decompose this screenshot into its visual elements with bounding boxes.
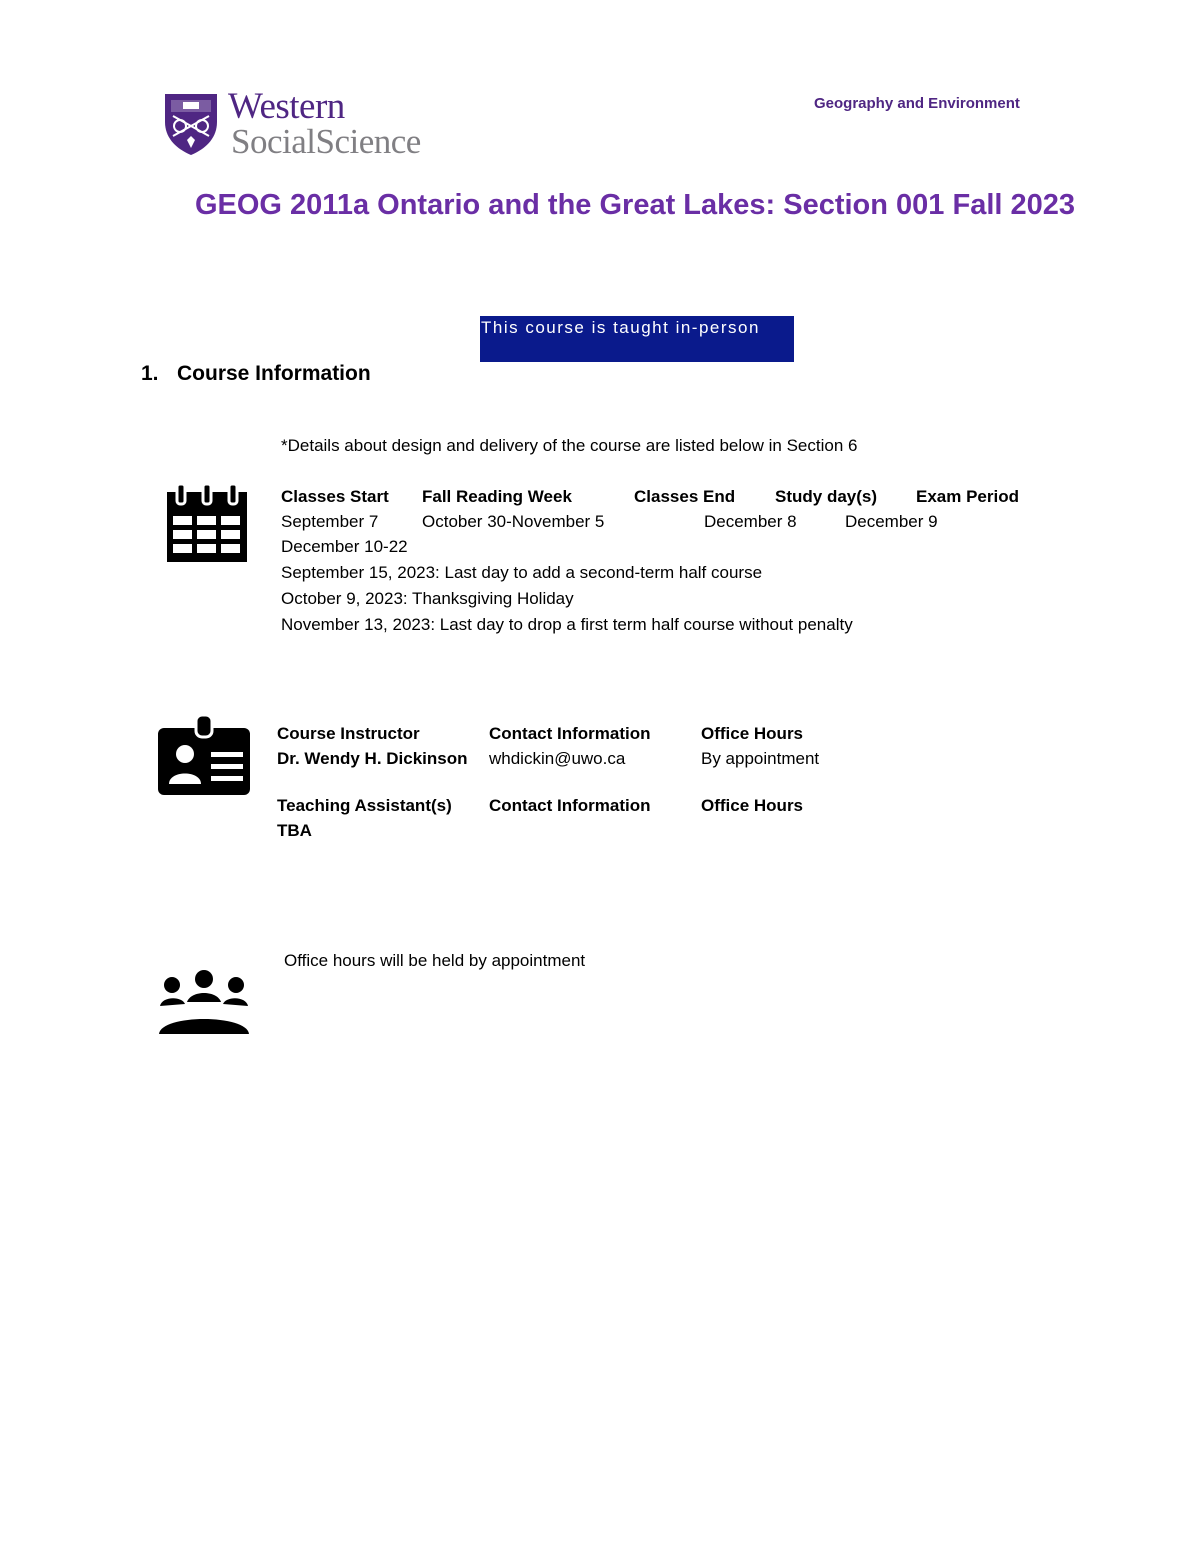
header-course-instructor: Course Instructor	[277, 724, 420, 743]
section-title: Course Information	[177, 362, 371, 385]
delivery-mode-banner: This course is taught in-person	[480, 316, 794, 362]
design-delivery-note: *Details about design and delivery of the course are listed below in Section 6	[281, 436, 858, 455]
header-study-days: Study day(s)	[775, 487, 878, 506]
value-classes-start: September 7	[281, 512, 379, 531]
header-ta-contact-information: Contact Information	[489, 796, 651, 815]
department-name: Geography and Environment	[814, 95, 1020, 112]
deadline-text: Thanksgiving Holiday	[407, 589, 574, 608]
header-contact-information: Contact Information	[489, 724, 651, 743]
instructor-office-hours: By appointment	[701, 749, 820, 768]
header-classes-end: Classes End	[634, 487, 736, 506]
shield-logo-icon	[163, 92, 219, 156]
course-title: GEOG 2011a Ontario and the Great Lakes: Section 001 Fall 2023	[194, 189, 1076, 221]
header-office-hours: Office Hours	[701, 724, 804, 743]
ta-name: TBA	[277, 821, 312, 840]
office-hours-note: Office hours will be held by appointment	[284, 951, 586, 970]
header-reading-week: Fall Reading Week	[422, 487, 572, 506]
deadline-text: Last day to add a second-term half course	[439, 563, 763, 582]
deadline-date: September 15, 2023:	[281, 563, 440, 582]
logo-wordmark-western: Western	[228, 86, 345, 127]
instructor-email[interactable]: whdickin@uwo.ca	[489, 749, 626, 768]
deadline-item	[281, 589, 574, 609]
deadline-text: Last day to drop a first term half course without penalty	[435, 615, 853, 634]
deadline-item	[281, 615, 853, 635]
value-classes-end: December 8	[704, 512, 797, 531]
group-meeting-icon	[157, 968, 251, 1036]
value-study-days: December 9	[845, 512, 938, 531]
deadline-date: October 9, 2023:	[281, 589, 408, 608]
logo-wordmark-socialscience: SocialScience	[231, 122, 421, 161]
value-exam-period: December 10-22	[281, 537, 408, 556]
deadline-date: November 13, 2023:	[281, 615, 436, 634]
deadline-item	[281, 563, 762, 583]
section-number: 1.	[141, 362, 159, 385]
value-reading-week: October 30-November 5	[422, 512, 605, 531]
header-ta-office-hours: Office Hours	[701, 796, 804, 815]
calendar-icon	[165, 482, 249, 564]
section-heading	[141, 362, 371, 386]
id-badge-icon	[157, 714, 251, 796]
instructor-name: Dr. Wendy H. Dickinson	[277, 749, 468, 768]
header-exam-period: Exam Period	[916, 487, 1019, 506]
header-teaching-assistants: Teaching Assistant(s)	[277, 796, 452, 815]
header-classes-start: Classes Start	[281, 487, 389, 506]
